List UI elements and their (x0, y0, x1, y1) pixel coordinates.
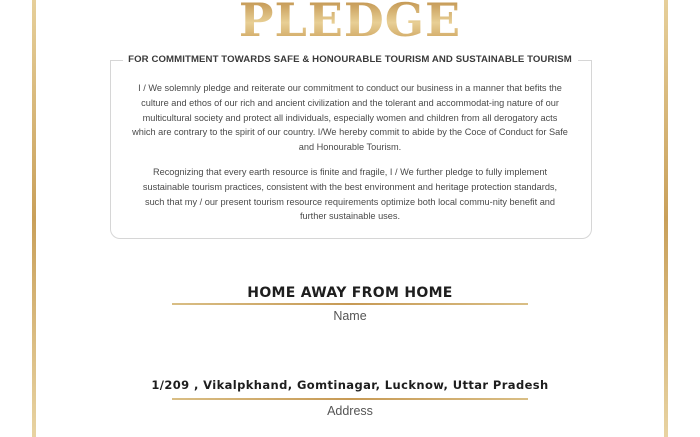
pledge-paragraph-2: Recognizing that every earth resource is finite and fragile, I / We further pledge to fully implement sustainable tourism practices, consistent with the best environment and heritage protection standards, such that my / our present tourism resource requirements optimize both local commu-nity benefit and further sustainable uses. (142, 167, 558, 222)
pledge-paragraph-1: I / We solemnly pledge and reiterate our commitment to conduct our business in a manner that befits the culture and ethos of our rich and ancient civilization and the tolerant and accommodat-ing nature of our multicultural society and protect all individuals, especially women and children from all derogatory acts which are contrary to the spirit of our country. I/We hereby commit to abide by the Coce of Conduct for Safe and Honourable Tourism. (132, 83, 568, 153)
address-value: 1/209 , Vikalpkhand, Gomtinagar, Lucknow, Uttar Pradesh (151, 378, 549, 392)
name-label: Name (333, 309, 367, 323)
pledge-subtitle (0, 54, 700, 65)
pledge-subtitle-text: FOR COMMITMENT TOWARDS SAFE & HONOURABLE TOURISM AND SUSTAINABLE TOURISM (123, 54, 577, 65)
right-gold-border (664, 0, 668, 437)
address-label: Address (327, 404, 373, 418)
name-value: HOME AWAY FROM HOME (247, 285, 453, 301)
pledge-title: PLEDGE (0, 0, 700, 46)
name-underline (172, 303, 528, 305)
address-underline (172, 398, 528, 400)
left-gold-border (32, 0, 36, 437)
